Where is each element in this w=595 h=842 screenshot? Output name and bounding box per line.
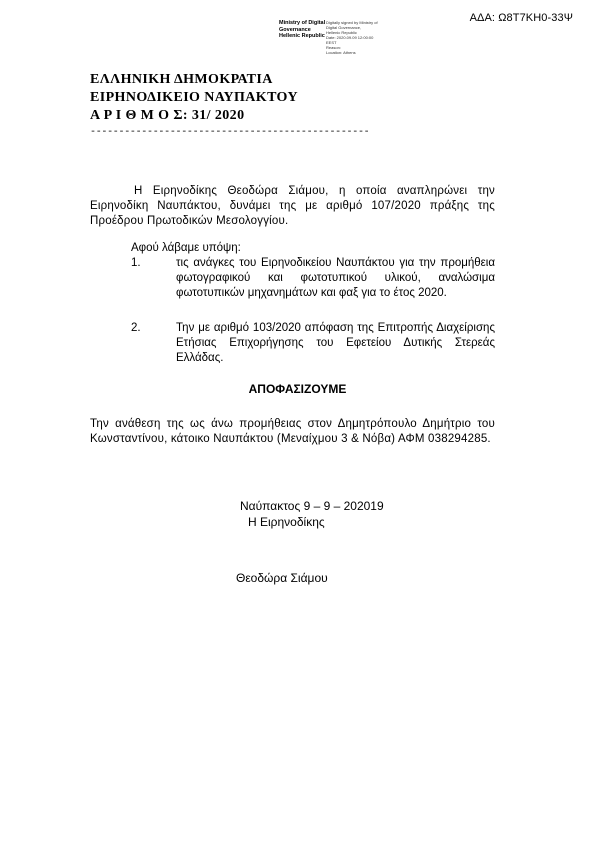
item-text: τις ανάγκες του Ειρηνοδικείου Ναυπάκτου για την προμήθεια φωτογραφικού και φωτοτυπικού υλικού, αναλώσιμα φωτοτυπικών μηχανημάτων και φαξ για το έτος 2020. xyxy=(176,257,495,299)
item-number: 2. xyxy=(131,322,141,334)
signature-issuer-line: Governance xyxy=(279,26,311,33)
ada-code: ΑΔΑ: Ω8Τ7ΚΗ0-33Ψ xyxy=(469,12,573,24)
header-court: ΕΙΡΗΝΟΔΙΚΕΙΟ ΝΑΥΠΑΚΤΟΥ xyxy=(90,90,298,105)
place-date: Ναύπακτος 9 – 9 – 202019 xyxy=(240,499,384,513)
signature-detail-line: Reason: xyxy=(326,45,341,50)
decision-paragraph: Την ανάθεση της ως άνω προμήθειας στον Δημητρόπουλο Δημήτριο του Κωνσταντίνου, κάτοικο Ναυπάκτου (Μεναίχμου 3 & Νόβα) ΑΦΜ 038294285. xyxy=(90,418,495,445)
signature-issuer xyxy=(279,20,325,40)
header-separator: ------------------------------------------------- xyxy=(90,127,370,138)
item-number: 1. xyxy=(131,257,141,269)
header-republic: ΕΛΛΗΝΙΚΗ ΔΗΜΟΚΡΑΤΙΑ xyxy=(90,72,273,87)
signature-issuer-line: Hellenic Republic xyxy=(279,33,325,39)
signatory-name: Θεοδώρα Σιάμου xyxy=(236,571,328,585)
signature-details xyxy=(326,20,378,55)
considering-label: Αφού λάβαμε υπόψη: xyxy=(131,242,241,254)
signature-detail-line: EEST xyxy=(326,40,337,45)
signature-detail-line: Location: Athens xyxy=(326,50,356,55)
signature-detail-line: Digitally signed by Ministry of xyxy=(326,20,378,25)
signature-detail-line: Hellenic Republic xyxy=(326,30,357,35)
item-text: Την με αριθμό 103/2020 απόφαση της Επιτροπής Διαχείρισης Ετήσιας Επιχορήγησης του Εφετείου Δυτικής Στερεάς Ελλάδας. xyxy=(176,322,495,364)
intro-paragraph: Η Ειρηνοδίκης Θεοδώρα Σιάμου, η οποία αναπληρώνει την Ειρηνοδίκη Ναυπάκτου, δυνάμει της με αριθμό 107/2020 πράξης της Προέδρου Πρωτοδικών Μεσολογγίου. xyxy=(90,185,495,227)
header-number: Α Ρ Ι Θ Μ Ο Σ: 31/ 2020 xyxy=(90,108,245,123)
decision-heading: ΑΠΟΦΑΣΙΖΟΥΜΕ xyxy=(248,382,347,396)
signature-detail-line: Digital Governance, xyxy=(326,25,362,30)
signature-issuer-line: Ministry of Digital xyxy=(279,20,326,26)
signature-detail-line: Date: 2020.09.09 12:00:00 xyxy=(326,35,374,40)
signatory-role: Η Ειρηνοδίκης xyxy=(248,515,325,529)
